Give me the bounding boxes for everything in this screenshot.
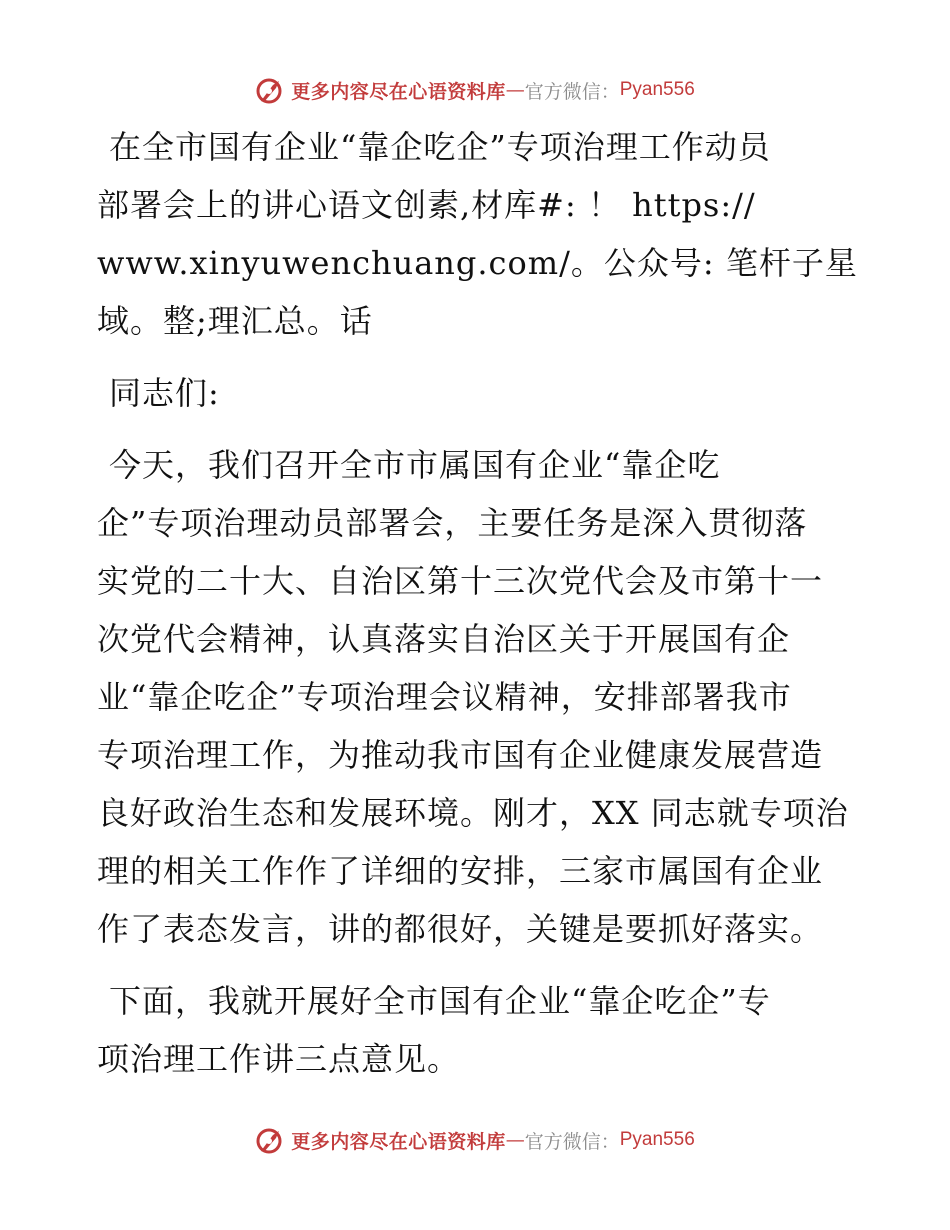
paragraph-line: 理的相关工作作了详细的安排，三家市属国有企业 [97,852,824,890]
title-line: www.xinyuwenchuang.com/。公众号: 笔杆子星 [97,244,858,282]
header-wechat-id: Pyan556 [619,79,695,100]
footer-official-label: 官方微信： [524,1130,620,1153]
footer-wechat-id: Pyan556 [619,1129,695,1150]
paragraph-1 [97,436,857,958]
footer-separator: — [505,1129,525,1151]
paragraph-line: 今天，我们召开全市市属国有企业“靠企吃 [109,446,721,484]
pen-logo-icon [255,75,285,105]
header-promo-text: 更多内容尽在心语资料库 [291,80,506,103]
pen-logo-icon [255,1125,285,1155]
title-line: 在全市国有企业“靠企吃企”专项治理工作动员 [109,128,771,166]
title-line: 域。整;理汇总。话 [97,302,373,340]
title-line: 部署会上的讲心语文创素,材库#: ！ https:// [97,186,756,224]
document-body [97,118,857,1102]
footer-promo-text: 更多内容尽在心语资料库 [291,1130,506,1153]
paragraph-line: 作了表态发言，讲的都很好，关键是要抓好落实。 [97,910,824,948]
paragraph-line: 次党代会精神，认真落实自治区关于开展国有企 [97,620,791,658]
paragraph-2 [97,972,857,1088]
paragraph-line: 实党的二十大、自治区第十三次党代会及市第十一 [97,562,824,600]
paragraph-line: 业“靠企吃企”专项治理会议精神，安排部署我市 [97,678,792,716]
header-banner [0,70,950,110]
paragraph-line: 企”专项治理动员部署会，主要任务是深入贯彻落 [97,504,808,542]
paragraph-line: 专项治理工作，为推动我市国有企业健康发展营造 [97,736,824,774]
footer-banner [0,1120,950,1160]
document-title [97,118,857,350]
header-official-label: 官方微信： [524,80,620,103]
salutation-text: 同志们: [109,374,220,412]
paragraph-line: 项治理工作讲三点意见。 [97,1040,461,1078]
salutation [97,364,857,422]
header-separator: — [505,79,525,101]
paragraph-line: 下面，我就开展好全市国有企业“靠企吃企”专 [109,982,771,1020]
paragraph-line: 良好政治生态和发展环境。刚才，XX 同志就专项治 [97,794,849,832]
